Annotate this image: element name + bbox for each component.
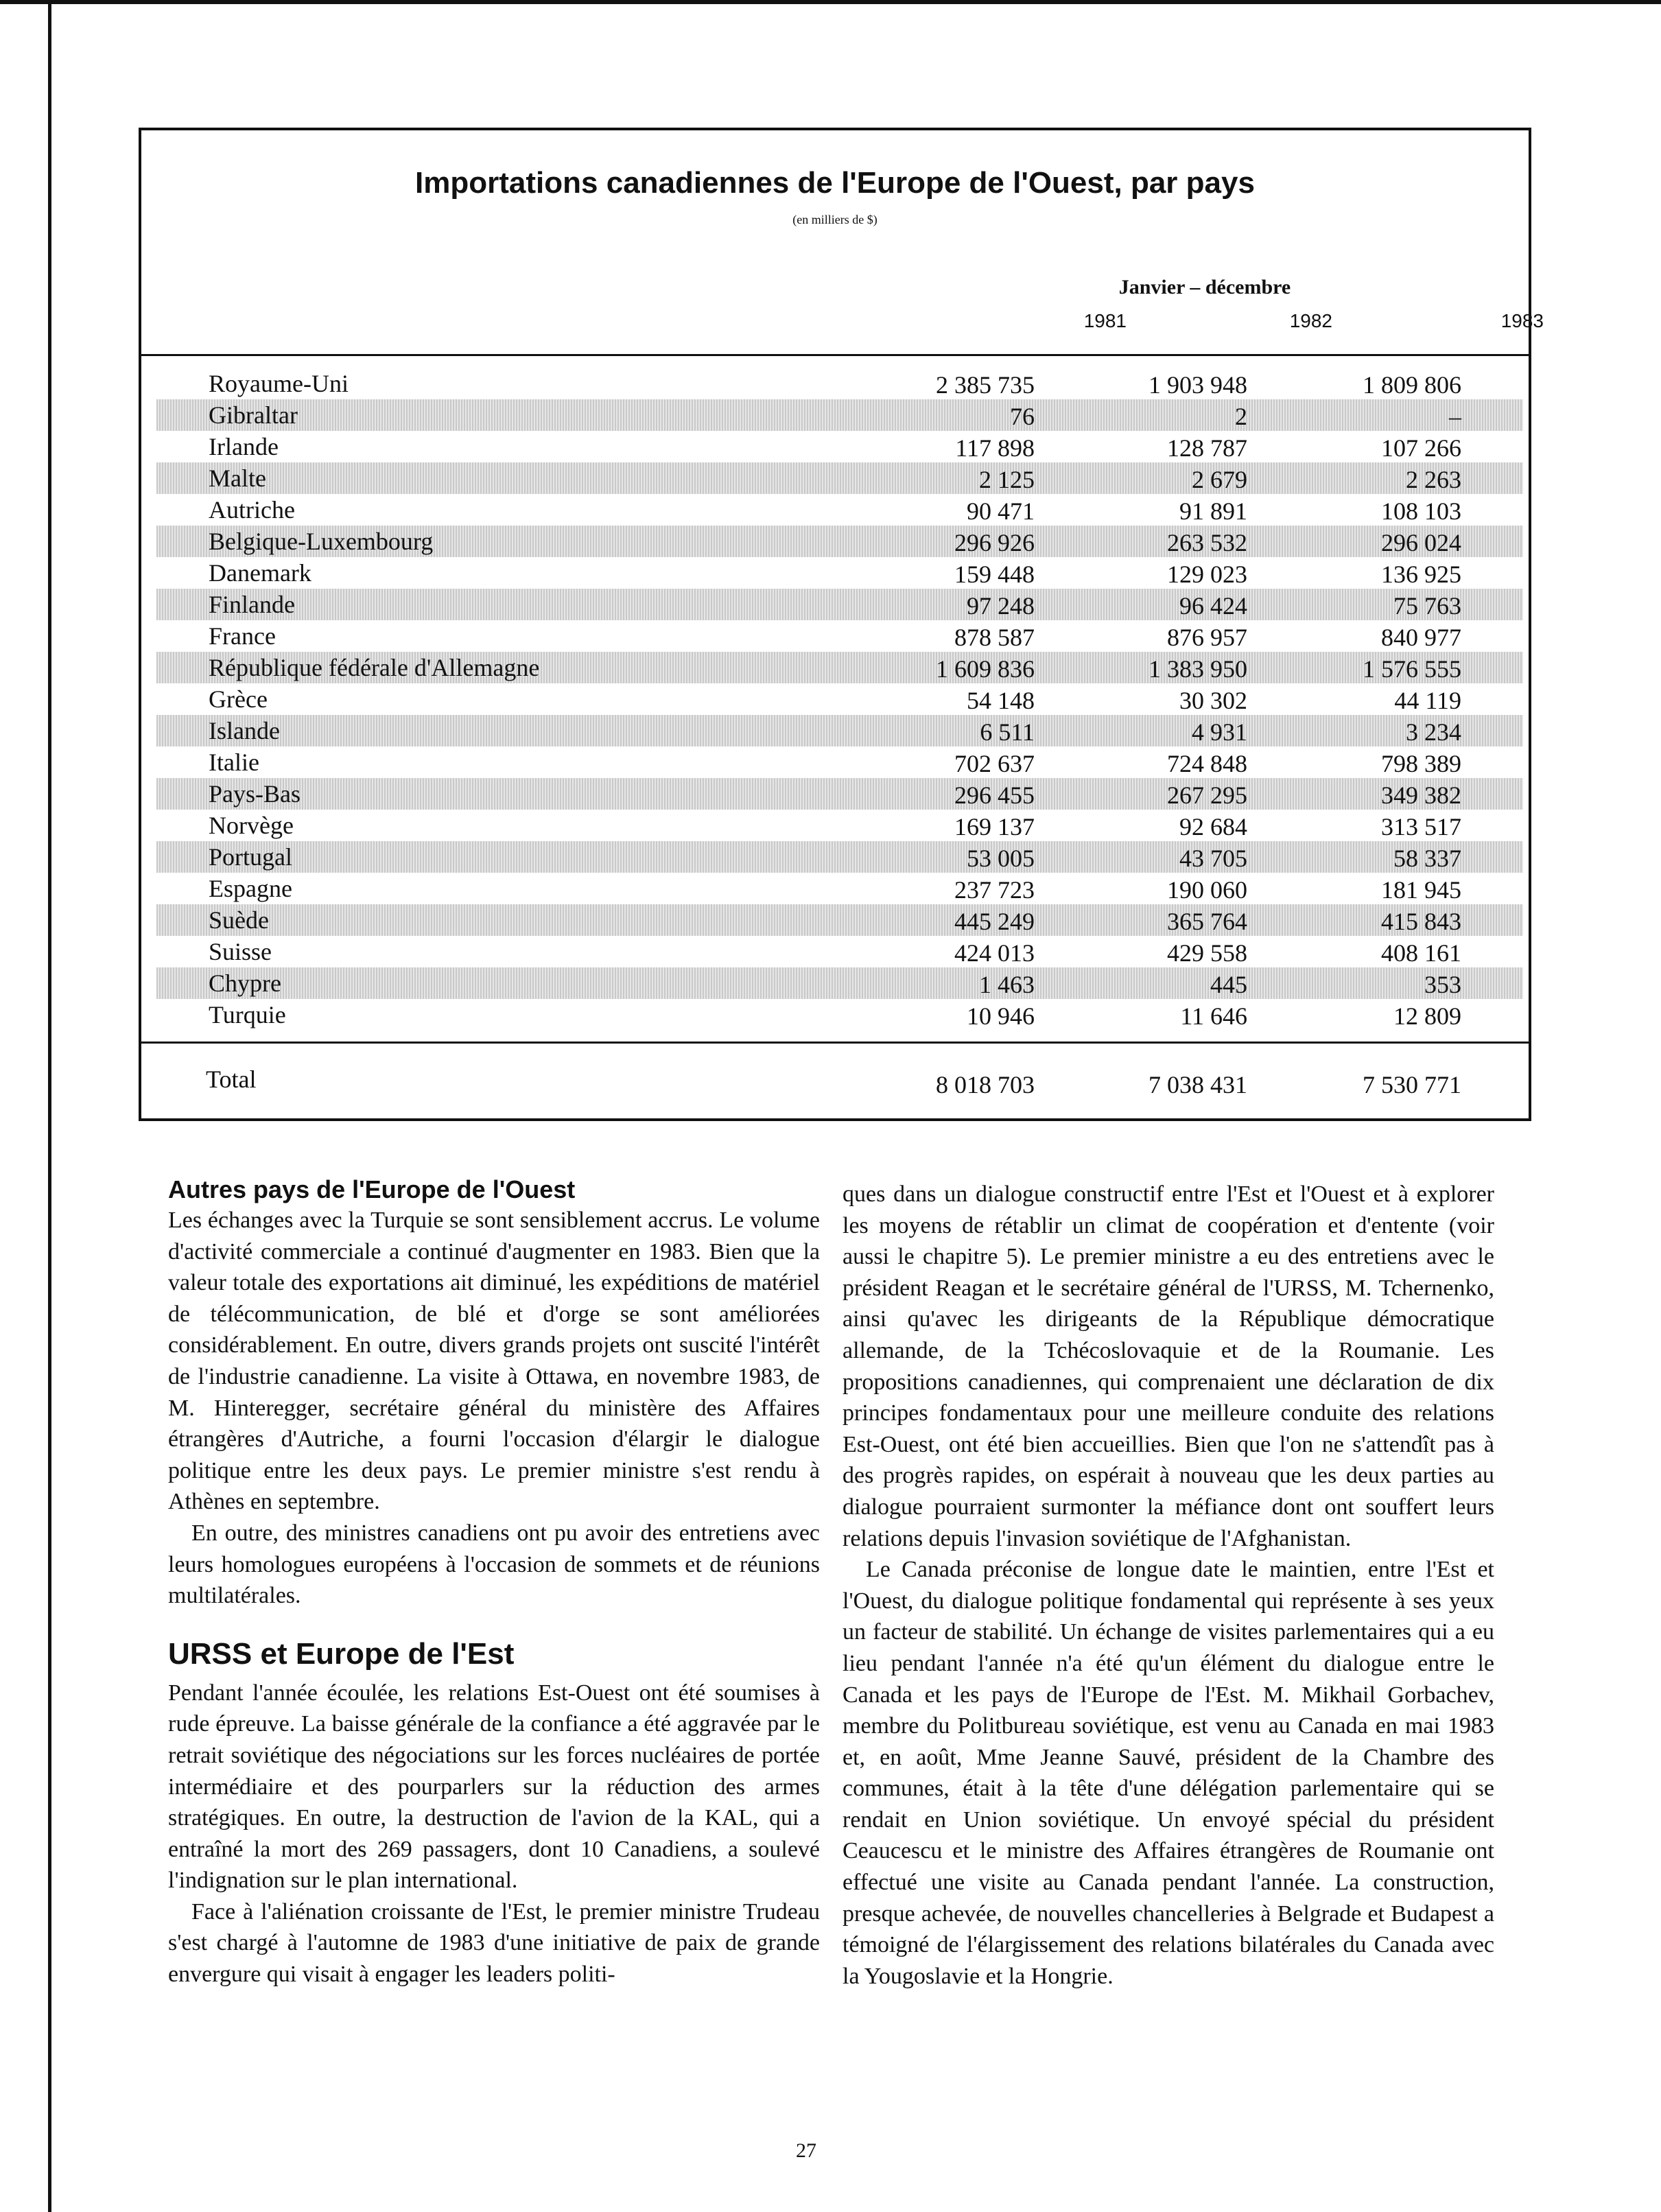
value-1983: 313 517 (1381, 813, 1461, 840)
table-row (156, 399, 1523, 431)
value-1982: 2 679 (1192, 466, 1247, 493)
country-name: Grèce (209, 685, 268, 713)
left-text-column (168, 1175, 820, 1990)
value-1981: 424 013 (954, 939, 1035, 967)
value-1982: 445 (1210, 971, 1247, 998)
country-name: Pays-Bas (209, 780, 301, 808)
total-1981: 8 018 703 (936, 1071, 1035, 1098)
value-1981: 169 137 (954, 813, 1035, 840)
table-body (141, 368, 1529, 1031)
value-1981: 878 587 (954, 624, 1035, 651)
value-1981: 159 448 (954, 561, 1035, 588)
heading-ussr-eastern-europe: URSS et Europe de l'Est (168, 1636, 515, 1671)
value-1981: 237 723 (954, 876, 1035, 904)
country-name: République fédérale d'Allemagne (209, 654, 540, 681)
value-1983: 12 809 (1393, 1002, 1461, 1030)
value-1983: 2 263 (1406, 466, 1461, 493)
value-1982: 11 646 (1180, 1002, 1247, 1030)
country-name: France (209, 622, 276, 650)
value-1981: 76 (1010, 403, 1035, 430)
paragraph-east-2-start: Face à l'aliénation croissante de l'Est, le premier ministre Trudeau s'est chargé à l'automne de 1983 d'une initiative de paix de grande envergure qui visait à engager les leaders politi- (168, 1898, 820, 1988)
value-1981: 117 898 (955, 434, 1035, 462)
table-subtitle: (en milliers de $) (792, 213, 877, 226)
country-name: Chypre (209, 969, 281, 997)
value-1983: 349 382 (1381, 781, 1461, 809)
value-1982: 92 684 (1179, 813, 1247, 840)
header-divider (141, 354, 1529, 356)
table-row (141, 873, 1529, 904)
heading-western-europe: Autres pays de l'Europe de l'Ouest (168, 1175, 576, 1203)
year-header-1981: 1981 (1083, 310, 1127, 331)
value-1983: 415 843 (1381, 908, 1461, 935)
value-1981: 53 005 (967, 845, 1035, 872)
value-1981: 445 249 (954, 908, 1035, 935)
value-1982: 91 891 (1179, 497, 1247, 525)
imports-table (139, 128, 1544, 1121)
value-1981: 1 609 836 (936, 655, 1035, 683)
value-1983: 75 763 (1393, 592, 1461, 620)
value-1983: 107 266 (1381, 434, 1461, 462)
country-name: Gibraltar (209, 401, 298, 429)
value-1982: 876 957 (1167, 624, 1247, 651)
value-1981: 10 946 (967, 1002, 1035, 1030)
table-row (141, 683, 1529, 715)
table-row (156, 652, 1523, 683)
year-header-1982: 1982 (1289, 310, 1332, 331)
table-row (141, 494, 1529, 526)
table-row (141, 431, 1529, 462)
table-title: Importations canadiennes de l'Europe de l'Ouest, par pays (415, 166, 1255, 200)
left-border-rule (48, 0, 51, 2212)
country-name: Norvège (209, 812, 294, 839)
value-1982: 30 302 (1179, 687, 1247, 714)
table-row (141, 368, 1529, 399)
country-name: Islande (209, 717, 280, 744)
value-1982: 724 848 (1167, 750, 1247, 777)
country-name: Malte (209, 464, 266, 492)
period-header: Janvier – décembre (1118, 276, 1291, 298)
table-row (156, 967, 1523, 999)
value-1981: 6 511 (980, 718, 1035, 746)
value-1983: 58 337 (1393, 845, 1461, 872)
value-1983: 108 103 (1381, 497, 1461, 525)
country-name: Irlande (209, 433, 279, 460)
value-1983: 3 234 (1406, 718, 1461, 746)
table-row (141, 999, 1529, 1031)
value-1983: 296 024 (1381, 529, 1461, 556)
value-1981: 97 248 (967, 592, 1035, 620)
value-1982: 43 705 (1179, 845, 1247, 872)
value-1982: 263 532 (1167, 529, 1247, 556)
value-1983: 798 389 (1381, 750, 1461, 777)
value-1982: 190 060 (1167, 876, 1247, 904)
value-1982: 365 764 (1167, 908, 1247, 935)
country-name: Autriche (209, 496, 295, 523)
value-1981: 702 637 (954, 750, 1035, 777)
top-border-rule (0, 0, 1661, 4)
table-row (156, 904, 1523, 936)
country-name: Suisse (209, 938, 272, 965)
value-1982: 1 903 948 (1148, 371, 1247, 399)
value-1982: 1 383 950 (1148, 655, 1247, 683)
total-1982: 7 038 431 (1148, 1071, 1247, 1098)
paragraph-east-3: Le Canada préconise de longue date le maintien, entre l'Est et l'Ouest, du dialogue politique fondamental qui représente à ses yeux un facteur de stabilité. Un échange de visites parlementaires qui a eu lieu pendant l'année n'a été qu'un élément du dialogue entre le Canada et les pays de l'Europe de l'Est. M. Mikhail Gorbachev, membre du Politbureau soviétique, est venu au Canada en mai 1983 et, en août, Mme Jeanne Sauvé, président de la Chambre des communes, était à la tête d'une délégation parlementaire qui se rendait en Union soviétique. Un envoyé spécial du président Ceaucescu et le ministre des Affaires étrangères de Roumanie ont effectué une visite au Canada pendant l'année. La construction, presque achevée, de nouvelles chancelleries à Belgrade et Budapest a témoigné de l'élargissement des relations bilatérales du Canada avec la Yougoslavie et la Hongrie. (843, 1557, 1494, 1989)
value-1982: 128 787 (1167, 434, 1247, 462)
right-text-column (843, 1179, 1494, 1992)
value-1982: 429 558 (1167, 939, 1247, 967)
country-name: Italie (209, 749, 259, 776)
value-1981: 54 148 (967, 687, 1035, 714)
value-1983: 1 809 806 (1363, 371, 1461, 399)
value-1983: 1 576 555 (1363, 655, 1461, 683)
country-name: Belgique-Luxembourg (209, 528, 434, 555)
paragraph-west-1: Les échanges avec la Turquie se sont sensiblement accrus. Le volume d'activité commerciale a continué d'augmenter en 1983. Bien que la valeur totale des exportations ait diminué, les expéditions de matériel de télécommunication, de blé et d'orge se sont améliorées considérablement. En outre, divers grands projets ont suscité l'intérêt de l'industrie canadienne. La visite à Ottawa, en novembre 1983, de M. Hinteregger, secrétaire général du ministère des Affaires étrangères d'Autriche, a fourni l'occasion d'élargir le dialogue politique entre les deux pays. Le premier ministre s'est rendu à Athènes en septembre. (168, 1208, 820, 1515)
value-1983: 408 161 (1381, 939, 1461, 967)
country-name: Suède (209, 906, 269, 934)
value-1981: 2 385 735 (936, 371, 1035, 399)
paragraph-east-1: Pendant l'année écoulée, les relations Est-Ouest ont été soumises à rude épreuve. La baisse générale de la confiance a été aggravée par le retrait soviétique des négociations sur les forces nucléaires de portée intermédiaire et des pourparlers sur la réduction des armes stratégiques. En outre, la destruction de l'avion de la KAL, qui a entraîné la mort des 269 passagers, dont 10 Canadiens, a soulevé l'indignation sur le plan international. (168, 1680, 820, 1894)
table-row (156, 462, 1523, 494)
table-row (141, 557, 1529, 589)
table-row (141, 936, 1529, 967)
value-1981: 296 455 (954, 781, 1035, 809)
country-name: Royaume-Uni (209, 370, 349, 397)
table-row (156, 715, 1523, 746)
table-row (156, 778, 1523, 810)
value-1981: 296 926 (954, 529, 1035, 556)
value-1983: 136 925 (1381, 561, 1461, 588)
total-divider (141, 1042, 1529, 1044)
table-row (141, 746, 1529, 778)
total-label: Total (206, 1066, 257, 1093)
value-1982: 267 295 (1167, 781, 1247, 809)
page-number: 27 (796, 2139, 816, 2162)
value-1981: 90 471 (967, 497, 1035, 525)
country-name: Turquie (209, 1001, 286, 1028)
paragraph-east-2-continued: ques dans un dialogue constructif entre l'Est et l'Ouest et à explorer les moyens de rétablir un climat de coopération et d'entente (voir aussi le chapitre 5). Le premier ministre a eu des entretiens avec le président Reagan et le secrétaire général de l'URSS, M. Tchernenko, ainsi qu'avec les dirigeants de la République démocratique allemande, de la Tchécoslovaquie et de la Roumanie. Les propositions canadiennes, qui comprenaient une déclaration de dix principes fondamentaux pour une meilleure conduite des relations Est-Ouest, ont été bien accueillies. Bien que l'on ne s'attendît pas à des progrès rapides, on espérait à nouveau que les deux parties au dialogue pourraient surmonter la méfiance dont ont souffert leurs relations depuis l'invasion soviétique de l'Afghanistan. (843, 1181, 1494, 1551)
paragraph-west-2: En outre, des ministres canadiens ont pu avoir des entretiens avec leurs homologues européens à l'occasion de sommets et de réunions multilatérales. (168, 1520, 820, 1609)
year-header-1983: 1983 (1500, 310, 1544, 331)
country-name: Danemark (209, 559, 311, 587)
table-row (156, 526, 1523, 557)
value-1982: 129 023 (1167, 561, 1247, 588)
table-row (141, 810, 1529, 841)
country-name: Espagne (209, 875, 292, 902)
table-row (156, 589, 1523, 620)
value-1982: 2 (1235, 403, 1247, 430)
value-1983: – (1449, 403, 1461, 430)
value-1982: 96 424 (1179, 592, 1247, 620)
total-1983: 7 530 771 (1363, 1071, 1461, 1098)
value-1982: 4 931 (1192, 718, 1247, 746)
value-1981: 1 463 (979, 971, 1035, 998)
total-row (141, 1065, 1529, 1099)
country-name: Finlande (209, 591, 295, 618)
table-row (156, 841, 1523, 873)
value-1983: 44 119 (1394, 687, 1461, 714)
value-1981: 2 125 (979, 466, 1035, 493)
table-row (141, 620, 1529, 652)
country-name: Portugal (209, 843, 292, 871)
value-1983: 840 977 (1381, 624, 1461, 651)
value-1983: 353 (1424, 971, 1461, 998)
value-1983: 181 945 (1381, 876, 1461, 904)
